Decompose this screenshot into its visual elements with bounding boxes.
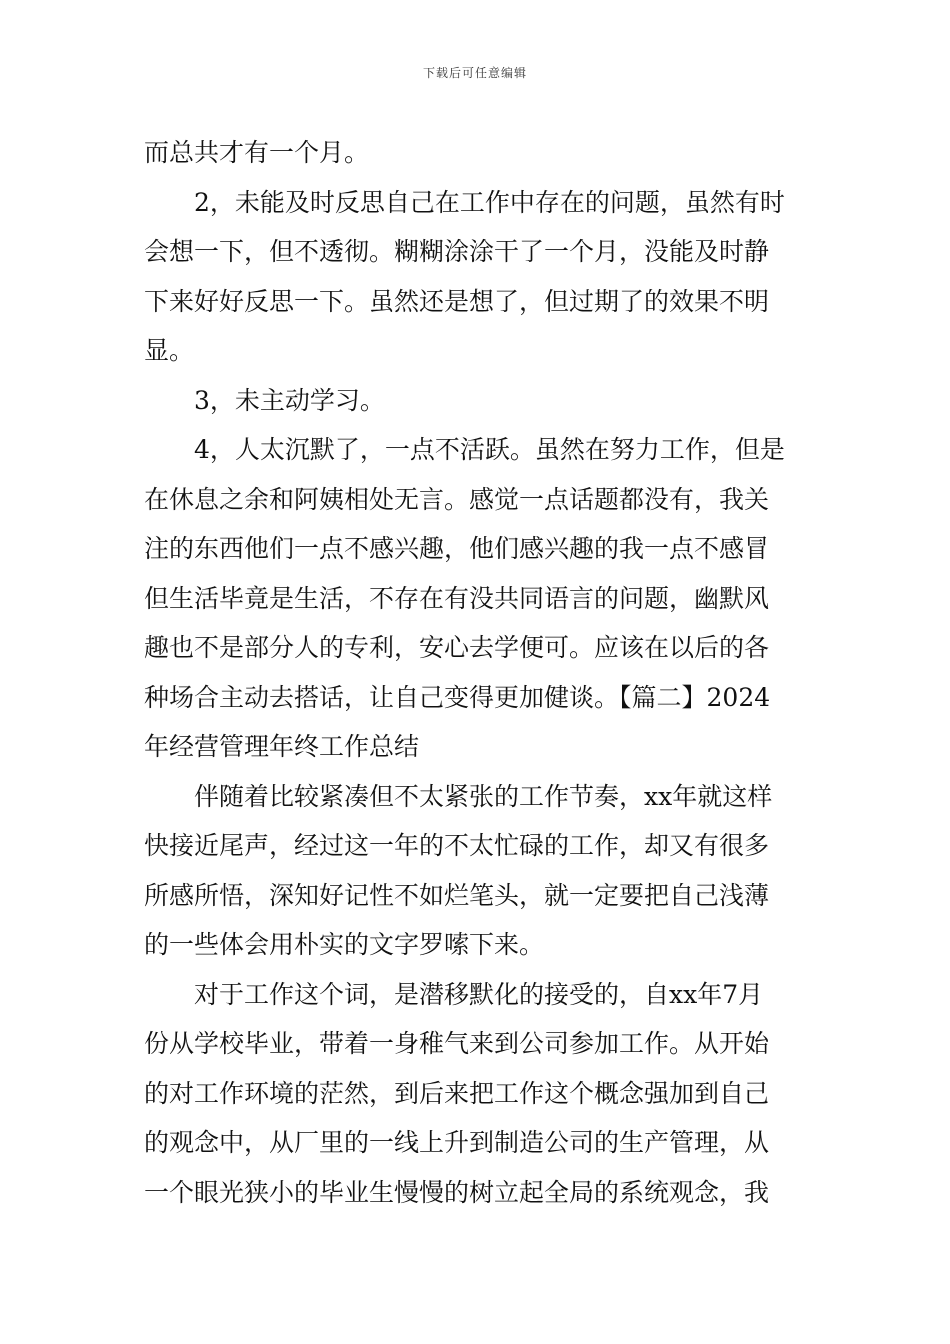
body-text bbox=[144, 128, 808, 1217]
text-line: 份从学校毕业，带着一身稚气来到公司参加工作。从开始 bbox=[144, 1029, 770, 1058]
text-line: 2，未能及时反思自己在工作中存在的问题，虽然有时 bbox=[194, 187, 785, 217]
text-line: 会想一下，但不透彻。糊糊涂涂干了一个月，没能及时静 bbox=[144, 237, 770, 266]
text-line: 的观念中，从厂里的一线上升到制造公司的生产管理，从 bbox=[144, 1128, 770, 1157]
page-header: 下载后可任意编辑 bbox=[422, 66, 527, 80]
text-line: 4，人太沉默了，一点不活跃。虽然在努力工作，但是 bbox=[194, 435, 785, 464]
text-line: 注的东西他们一点不感兴趣，他们感兴趣的我一点不感冒 bbox=[144, 534, 770, 563]
text-line: 显。 bbox=[144, 336, 195, 365]
text-line: 下来好好反思一下。虽然还是想了，但过期了的效果不明 bbox=[144, 286, 770, 316]
text-line: 快接近尾声，经过这一年的不太忙碌的工作，却又有很多 bbox=[144, 831, 770, 860]
text-line: 年经营管理年终工作总结 bbox=[144, 732, 420, 761]
text-line: 而总共才有一个月。 bbox=[144, 138, 370, 167]
text-line: 但生活毕竟是生活，不存在有没共同语言的问题，幽默风 bbox=[144, 583, 770, 613]
text-line: 伴随着比较紧凑但不太紧张的工作节奏，xx年就这样 bbox=[194, 781, 773, 811]
text-line: 对于工作这个词，是潜移默化的接受的，自xx年7月 bbox=[194, 979, 764, 1009]
text-line: 的对工作环境的茫然，到后来把工作这个概念强加到自己 bbox=[144, 1078, 770, 1108]
text-line: 3，未主动学习。 bbox=[194, 385, 385, 415]
text-line: 在休息之余和阿姨相处无言。感觉一点话题都没有，我关 bbox=[144, 484, 770, 514]
text-line: 种场合主动去搭话，让自己变得更加健谈。【篇二】2024 bbox=[144, 682, 771, 712]
text-line: 趣也不是部分人的专利，安心去学便可。应该在以后的各 bbox=[144, 633, 770, 662]
text-line: 一个眼光狭小的毕业生慢慢的树立起全局的系统观念，我 bbox=[144, 1177, 770, 1207]
text-line: 所感所悟，深知好记性不如烂笔头，就一定要把自己浅薄 bbox=[144, 880, 770, 910]
text-line: 的一些体会用朴实的文字罗嗦下来。 bbox=[144, 930, 545, 959]
